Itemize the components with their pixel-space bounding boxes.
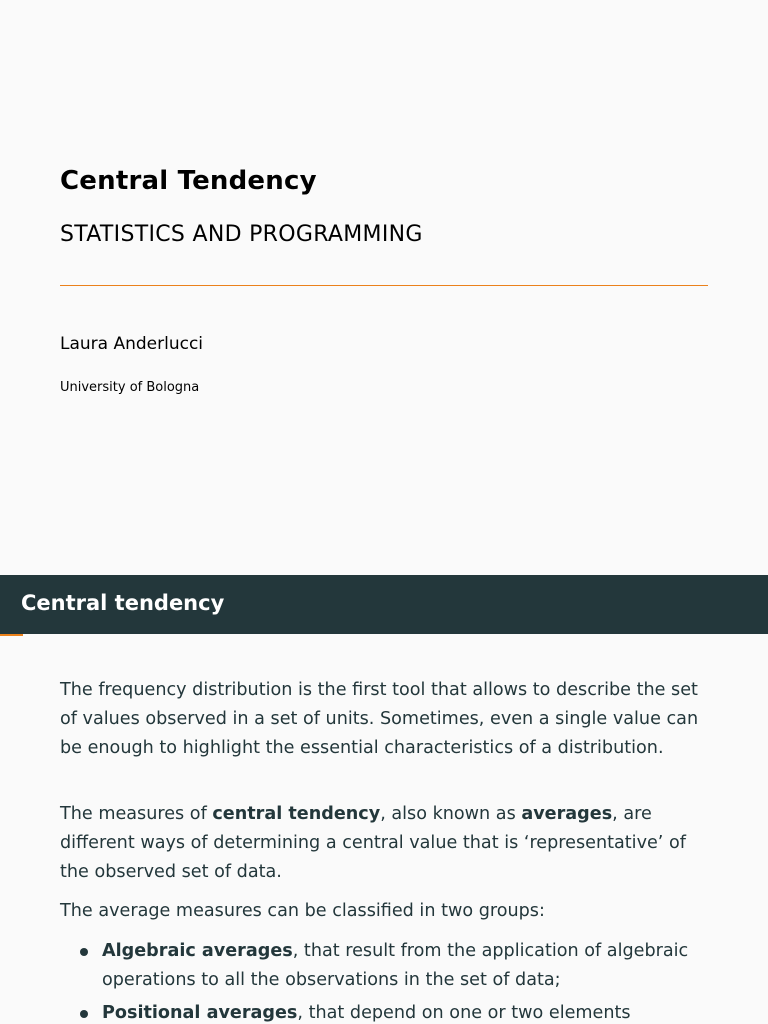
term-averages: averages [521,804,613,824]
presentation-title: Central Tendency [60,166,317,196]
list-item [60,999,710,1024]
list-item [60,937,710,995]
list-item-term: Positional averages [102,1003,298,1023]
presentation-subtitle: STATISTICS AND PROGRAMMING [60,222,423,247]
frame-header [0,575,768,634]
bullet-icon [80,948,88,956]
average-groups-list [60,937,710,1024]
term-central-tendency: central tendency [212,804,381,824]
frame-body [60,676,710,1024]
list-item-term: Algebraic averages [102,941,293,961]
institute-name: University of Bologna [60,380,200,395]
paragraph-intro: The frequency distribution is the first tool that allows to describe the set of values observed in a set of units. Sometimes, even a single value can be enough to highlight the essential characteristics of a distribution. [60,680,699,758]
definition-post: , are different ways of determining a central value that is ‘representative’ of the observed set of data. [60,804,686,882]
definition-pre: The measures of [60,804,213,824]
title-divider [60,285,708,286]
definition-mid: , also known as [380,804,522,824]
frame-title: Central tendency [21,591,225,615]
paragraph-definition [60,800,710,887]
list-item-text: , that depend on one or two elements [297,1003,631,1023]
author-name: Laura Anderlucci [60,334,204,354]
paragraph-classification: The average measures can be classified in two groups: [60,901,545,921]
bullet-icon [80,1010,88,1018]
list-item-text: , that result from the application of algebraic operations to all the observations in the set of data; [102,941,689,990]
progress-bar [0,634,23,636]
